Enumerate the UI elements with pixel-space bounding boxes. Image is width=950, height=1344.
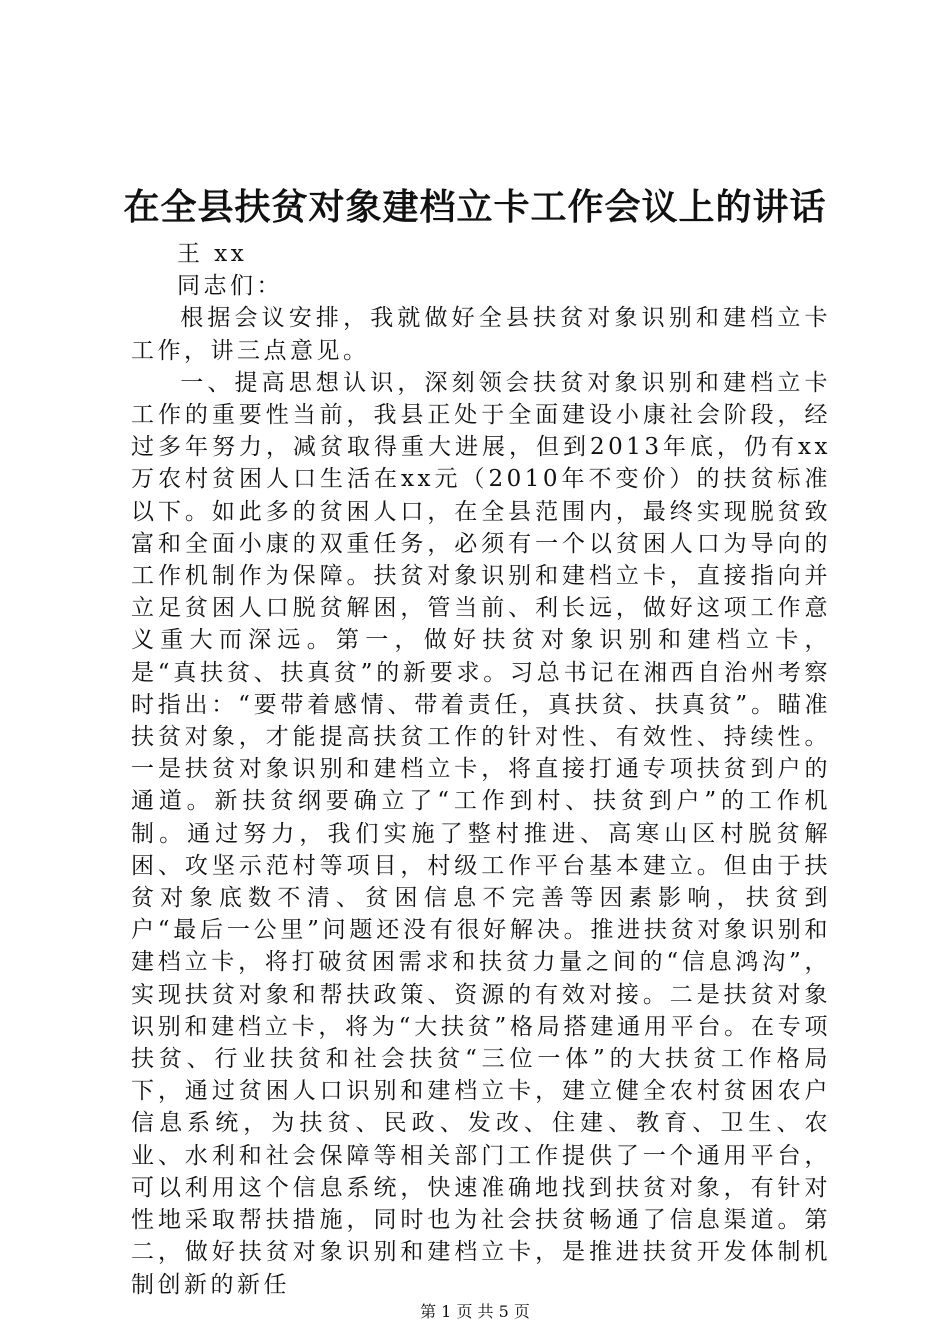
document-body — [131, 238, 831, 1301]
paragraph-section-one: 一、提高思想认识，深刻领会扶贫对象识别和建档立卡工作的重要性当前，我县正处于全面建设小康社会阶段，经过多年努力，减贫取得重大进展，但到2013年底，仍有xx万农村贫困人口生活在xx元（2010年不变价）的扶贫标准以下。如此多的贫困人口，在全县范围内，最终实现脱贫致富和全面小康的双重任务，必须有一个以贫困人口为导向的工作机制作为保障。扶贫对象识别和建档立卡，直接指向并立足贫困人口脱贫解困，管当前、利长远，做好这项工作意义重大而深远。第一，做好扶贫对象识别和建档立卡，是“真扶贫、扶真贫”的新要求。习总书记在湘西自治州考察时指出：“要带着感情、带着责任，真扶贫、扶真贫”。瞄准扶贫对象，才能提高扶贫工作的针对性、有效性、持续性。一是扶贫对象识别和建档立卡，将直接打通专项扶贫到户的通道。新扶贫纲要确立了“工作到村、扶贫到户”的工作机制。通过努力，我们实施了整村推进、高寒山区村脱贫解困、攻坚示范村等项目，村级工作平台基本建立。但由于扶贫对象底数不清、贫困信息不完善等因素影响，扶贫到户“最后一公里”问题还没有很好解决。推进扶贫对象识别和建档立卡，将打破贫困需求和扶贫力量之间的“信息鸿沟”，实现扶贫对象和帮扶政策、资源的有效对接。二是扶贫对象识别和建档立卡，将为“大扶贫”格局搭建通用平台。在专项扶贫、行业扶贫和社会扶贫“三位一体”的大扶贫工作格局下，通过贫困人口识别和建档立卡，建立健全农村贫困农户信息系统，为扶贫、民政、发改、住建、教育、卫生、农业、水利和社会保障等相关部门工作提供了一个通用平台，可以利用这个信息系统，快速准确地找到扶贫对象，有针对性地采取帮扶措施，同时也为社会扶贫畅通了信息渠道。第二，做好扶贫对象识别和建档立卡，是推进扶贫开发体制机制创新的新任 — [131, 369, 831, 1298]
salutation: 同志们： — [177, 273, 283, 300]
page-footer: 第 1 页 共 5 页 — [420, 1302, 530, 1321]
document-title: 在全县扶贫对象建档立卡工作会议上的讲话 — [123, 187, 827, 228]
paragraph-intro: 根据会议安排，我就做好全县扶贫对象识别和建档立卡工作，讲三点意见。 — [131, 305, 831, 364]
author-line: 王 xx — [177, 241, 248, 267]
